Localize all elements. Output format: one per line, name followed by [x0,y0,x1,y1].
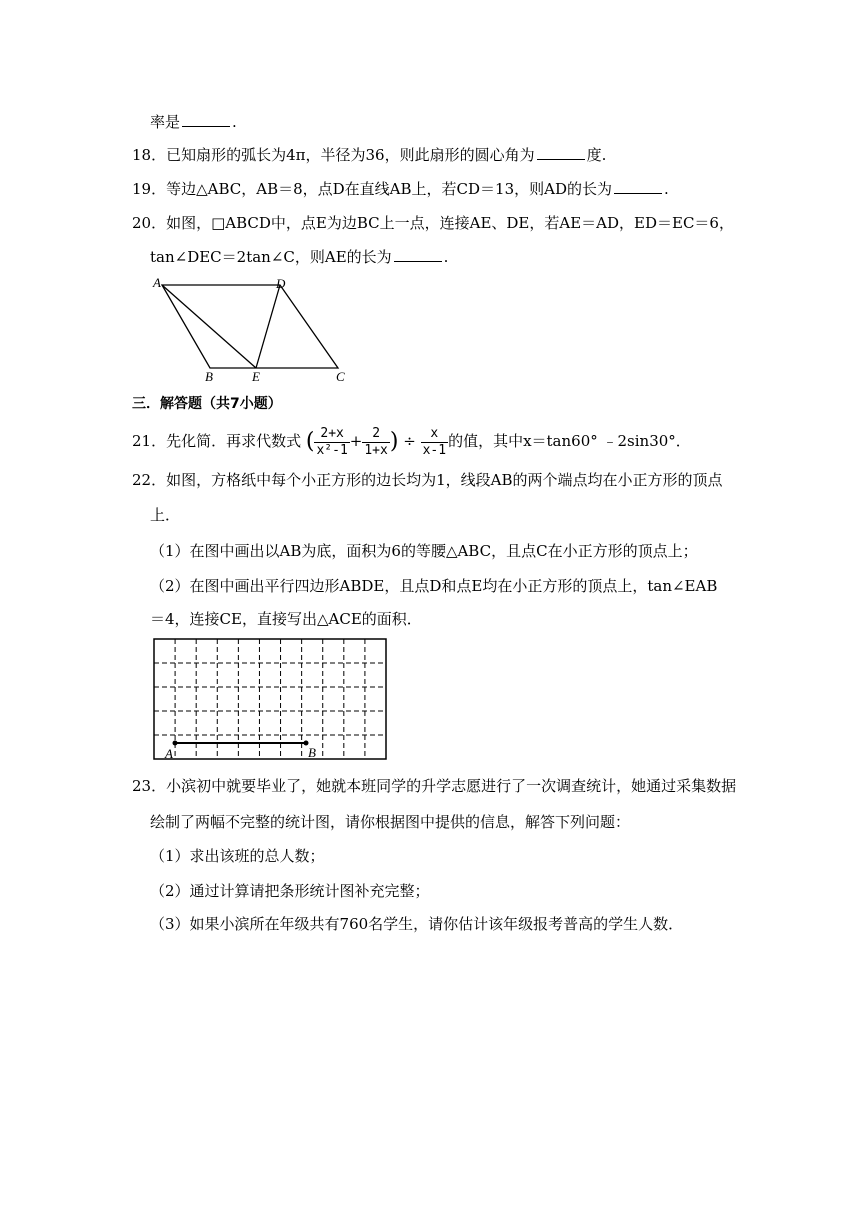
question-22-part2-line2: ＝4，连接CE，直接写出△ACE的面积． [150,610,422,628]
question-22-line2: 上． [150,506,181,524]
q21-post: 的值，其中x＝tan60° ﹣2sin30°． [448,432,691,450]
question-18 [132,145,606,165]
question-23-line1: 23．小滨初中就要毕业了，她就本班同学的升学志愿进行了一次调查统计，她通过采集数据 [132,777,737,795]
fraction-2 [362,426,389,459]
section-3-heading: 三．解答题（共7小题） [132,396,282,412]
question-20-line2 [150,247,448,267]
label-a: A [165,746,173,761]
frac3-num: x [421,426,448,443]
answer-blank[interactable] [182,112,230,127]
question-19 [132,179,669,199]
answer-blank[interactable] [614,179,662,194]
question-22-part2-line1: （2）在图中画出平行四边形ABDE，且点D和点E均在小正方形的顶点上，tan∠EAB [150,577,718,595]
q17-tail [150,112,237,132]
q19-text: 19．等边△ABC，AB＝8，点D在直线AB上，若CD＝13，则AD的长为 [132,180,612,198]
parallelogram-abcd [162,285,338,368]
question-20-line1: 20．如图，□ABCD中，点E为边BC上一点，连接AE、DE，若AE＝AD，ED＝EC＝6， [132,214,734,232]
q18-text: 18．已知扇形的弧长为4π，半径为36，则此扇形的圆心角为 [132,146,535,164]
frac1-num: 2+x [314,426,349,443]
question-21 [132,420,691,464]
label-b: B [205,369,213,384]
fraction-1 [314,426,349,459]
frac2-den: 1+x [364,442,388,458]
q19-end: . [663,180,669,198]
frac1-den: x²-1 [316,442,348,458]
label-e: E [252,369,260,384]
segment-de [256,285,280,368]
grid-border [154,639,386,759]
label-a: A [153,276,161,290]
label-c: C [336,369,345,384]
fraction-3 [421,426,448,459]
q18-end: 度. [586,146,607,164]
figure-parallelogram [148,276,358,384]
frac3-den: x-1 [422,442,447,458]
question-23-part2: （2）通过计算请把条形统计图补充完整； [150,882,430,900]
question-22-line1: 22．如图，方格纸中每个小正方形的边长均为1，线段AB的两个端点均在小正方形的顶点 [132,471,723,489]
div-sign: ÷ [403,432,416,450]
question-22-part1: （1）在图中画出以AB为底，面积为6的等腰△ABC，且点C在小正方形的顶点上； [150,542,698,560]
q17-text: 率是 [150,113,181,131]
answer-blank[interactable] [394,247,442,262]
q17-end: . [232,113,237,131]
segment-ae [162,285,256,368]
plus-sign: + [349,432,363,450]
question-23-part3: （3）如果小滨所在年级共有760名学生，请你估计该年级报考普高的学生人数． [150,915,684,933]
question-23-part1: （1）求出该班的总人数； [150,847,325,865]
label-d: D [276,276,286,291]
figure-grid [152,637,388,763]
answer-blank[interactable] [537,145,585,160]
q21-text: 21．先化简．再求代数式 [132,432,302,450]
q20-end: . [443,248,449,266]
q20-text: tan∠DEC＝2tan∠C，则AE的长为 [150,248,392,266]
question-23-line2: 绘制了两幅不完整的统计图，请你根据图中提供的信息，解答下列问题： [150,813,631,831]
frac2-num: 2 [362,426,389,443]
point-a [173,741,178,746]
paren-close: ) [389,429,399,454]
paren-open: ( [305,429,315,454]
label-b: B [308,745,316,760]
